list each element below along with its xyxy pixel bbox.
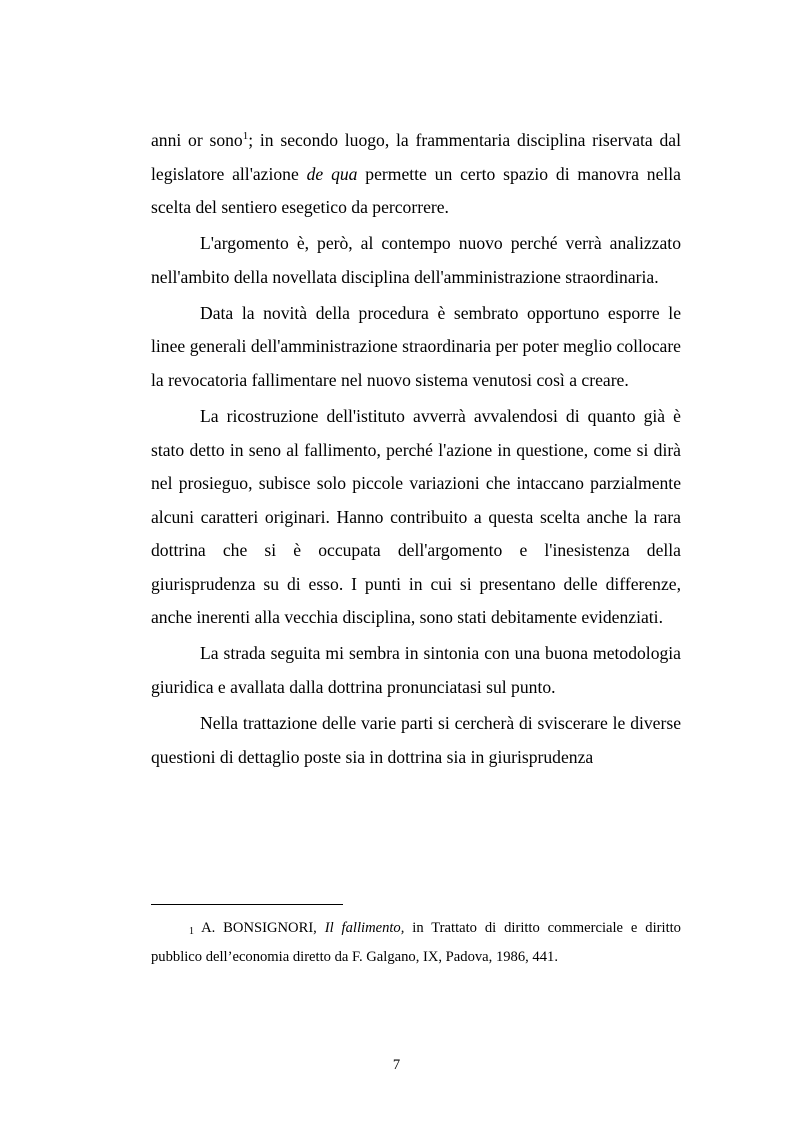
page-number: 7	[392, 1057, 401, 1073]
footnote-author: A. BONSIGNORI,	[194, 920, 325, 936]
footnote-citation: in Trattato di diritto commerciale e diritto pubblico dell’economia diretto da F. Galgano, IX, Padova, 1986, 441.	[151, 920, 681, 965]
paragraph-1-middle: ; in secondo luogo, la frammentaria disciplina riservata dal legislatore all'azione	[151, 130, 682, 184]
footnote-separator	[151, 904, 343, 905]
paragraph-3: Data la novità della procedura è sembrato opportuno esporre le linee generali dell'amministrazione straordinaria per poter meglio collocare la revocatoria fallimentare nel nuovo sistema venutosi così a creare.	[151, 302, 681, 390]
paragraph-1-start: anni or sono	[151, 130, 243, 150]
paragraph-6: Nella trattazione delle varie parti si cercherà di sviscerare le diverse questioni di dettaglio poste sia in dottrina sia in giurisprudenza	[151, 713, 681, 767]
footnote-reference[interactable]: 1	[242, 130, 249, 142]
footnote-title: Il fallimento,	[324, 920, 405, 936]
paragraph-2: L'argomento è, però, al contempo nuovo perché verrà analizzato nell'ambito della novellata disciplina dell'amministrazione straordinaria.	[151, 233, 681, 287]
paragraph-1	[151, 124, 681, 225]
footnote	[151, 914, 681, 971]
body-text	[151, 124, 681, 777]
paragraph-5: La strada seguita mi sembra in sintonia con una buona metodologia giuridica e avallata dalla dottrina pronunciatasi sul punto.	[151, 643, 681, 698]
paragraph-4: La ricostruzione dell'istituto avverrà avvalendosi di quanto già è stato detto in seno al fallimento, perché l'azione in questione, come si dirà nel prosieguo, subisce solo piccole variazioni che intaccano parzialmente alcuni caratteri originari. Hanno contribuito a questa scelta anche la rara dottrina che si è occupata dell'argomento e l'inesistenza della giurisprudenza su di esso. I punti in cui si presentano delle differenze, anche inerenti alla vecchia disciplina, sono stati debitamente evidenziati.	[151, 405, 681, 628]
paragraph-1-italic: de qua	[306, 163, 358, 184]
paragraph-1-end: permette un certo spazio di manovra nella scelta del sentiero esegetico da percorrere.	[151, 163, 681, 218]
footnote-number: 1	[189, 926, 194, 937]
